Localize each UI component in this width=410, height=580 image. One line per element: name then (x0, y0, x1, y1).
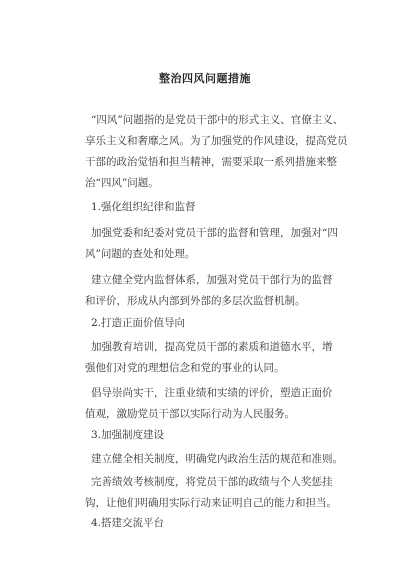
paragraph-line: 风”问题的查处和处理。 (85, 248, 196, 260)
paragraph-line: 加强教育培训，提高党员干部的素质和道德水平，增 (91, 341, 333, 353)
section-paragraph (85, 383, 375, 425)
intro-line: 享乐主义和奢靡之风。为了加强党的作风建设，提高党员 (85, 135, 348, 147)
paragraph-line: 和评价，形成从内部到外部的多层次监督机制。 (85, 295, 306, 307)
section-heading: 4.搭建交流平台 (91, 517, 165, 529)
paragraph-line: 建立健全相关制度，明确党内政治生活的规范和准则。 (91, 453, 343, 465)
intro-line: “四风”问题指的是党员干部中的形式主义、官僚主义、 (91, 114, 344, 126)
paragraph-line: 建立健全党内监督体系，加强对党员干部行为的监督 (91, 274, 333, 286)
section-heading: 3.加强制度建设 (91, 429, 165, 441)
paragraph-line: 加强党委和纪委对党员干部的监督和管理，加强对“四 (91, 227, 338, 239)
intro-line: 干部的政治觉悟和担当精神，需要采取一系列措施来整 (85, 156, 337, 168)
intro-paragraph (85, 110, 375, 194)
document-title: 整治四风问题措施 (159, 72, 251, 85)
section-paragraph (85, 223, 375, 265)
paragraph-line: 强他们对党的理想信念和党的事业的认同。 (85, 362, 285, 374)
paragraph-line: 钩，让他们明确用实际行动来证明自己的能力和担当。 (85, 497, 337, 509)
section-paragraph (85, 449, 375, 470)
paragraph-line: 倡导崇尚实干，注重业绩和实绩的评价，塑造正面价 (91, 387, 333, 399)
section-heading: 1.强化组织纪律和监督 (91, 201, 196, 213)
section-paragraph (85, 337, 375, 379)
paragraph-line: 完善绩效考核制度，将党员干部的政绩与个人奖惩挂 (91, 476, 333, 488)
section-heading: 2.打造正面价值导向 (91, 317, 186, 329)
section-paragraph (85, 472, 375, 514)
section-paragraph (85, 270, 375, 312)
paragraph-line: 值观，激励党员干部以实际行动为人民服务。 (85, 408, 295, 420)
intro-line: 治“四风”问题。 (85, 177, 159, 189)
